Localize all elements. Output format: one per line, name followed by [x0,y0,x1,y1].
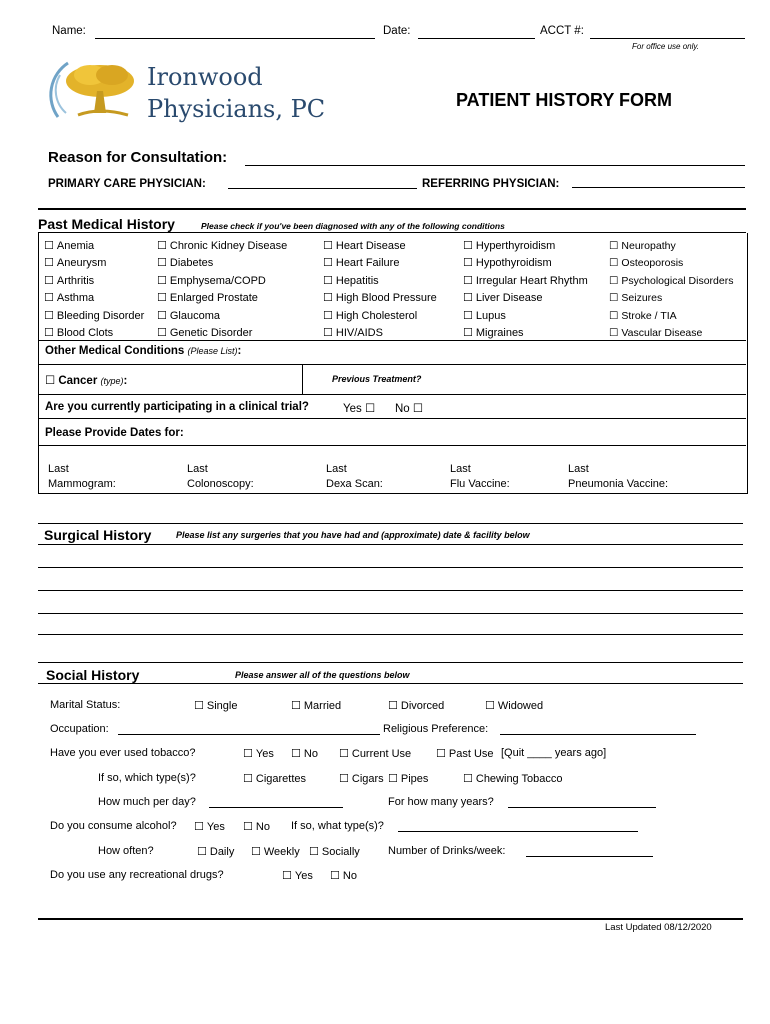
per-day-label: How much per day? [98,796,196,808]
cancer-label[interactable]: ☐ Cancer (type): [45,373,127,387]
marital-married[interactable]: ☐ Married [291,699,341,712]
surgery-line[interactable] [38,590,743,591]
ref-label: REFERRING PHYSICIAN: [422,178,560,190]
religion-label: Religious Preference: [383,723,489,735]
tobacco-current[interactable]: ☐ Current Use [339,747,411,760]
per-day-field[interactable] [209,797,343,808]
pmh-col2 [157,238,287,342]
cond-prostate[interactable]: ☐ Enlarged Prostate [157,290,287,307]
cond-hiv[interactable]: ☐ HIV/AIDS [323,325,437,342]
type-cigars[interactable]: ☐ Cigars [339,772,384,785]
cond-genetic[interactable]: ☐ Genetic Disorder [157,325,287,342]
vaccine-mammogram[interactable]: Last Mammogram: [48,463,116,490]
logo-line1: Ironwood [147,63,263,91]
drugs-yes[interactable]: ☐ Yes [282,869,313,882]
drugs-no[interactable]: ☐ No [330,869,357,882]
drinks-label: Number of Drinks/week: [388,845,506,857]
social-note: Please answer all of the questions below [235,670,410,680]
divider [38,208,746,210]
occupation-label: Occupation: [50,723,109,735]
cond-aneurysm[interactable]: ☐ Aneurysm [44,255,144,272]
alcohol-no[interactable]: ☐ No [243,820,270,833]
cond-arthritis[interactable]: ☐ Arthritis [44,273,144,290]
marital-label: Marital Status: [50,699,121,711]
date-field[interactable] [418,26,535,39]
last-updated: Last Updated 08/12/2020 [605,922,712,933]
tobacco-question: Have you ever used tobacco? [50,747,196,759]
pmh-title: Past Medical History [38,216,175,232]
cond-cholesterol[interactable]: ☐ High Cholesterol [323,308,437,325]
type-pipes[interactable]: ☐ Pipes [388,772,428,785]
cond-seizures[interactable]: ☐ Seizures [609,290,733,307]
cond-asthma[interactable]: ☐ Asthma [44,290,144,307]
name-label: Name: [52,25,86,37]
marital-widowed[interactable]: ☐ Widowed [485,699,543,712]
vaccine-flu[interactable]: Last Flu Vaccine: [450,463,510,490]
cond-stroke[interactable]: ☐ Stroke / TIA [609,308,733,325]
tobacco-past[interactable]: ☐ Past Use [436,747,494,760]
date-label: Date: [383,25,411,37]
cond-migraines[interactable]: ☐ Migraines [463,325,588,342]
trial-no[interactable]: No ☐ [395,403,424,415]
type-cigarettes[interactable]: ☐ Cigarettes [243,772,306,785]
pmh-col4 [463,238,588,342]
how-often-label: How often? [98,845,154,857]
acct-label: ACCT #: [540,25,584,37]
cond-hyperthyroid[interactable]: ☐ Hyperthyroidism [463,238,588,255]
name-field[interactable] [95,26,375,39]
surgical-title: Surgical History [44,527,152,543]
pcp-field[interactable] [228,178,417,189]
occupation-field[interactable] [118,724,380,735]
social-title: Social History [46,667,140,683]
drinks-field[interactable] [526,846,653,857]
logo-line2: Physicians, PC [147,95,326,123]
marital-divorced[interactable]: ☐ Divorced [388,699,444,712]
freq-socially[interactable]: ☐ Socially [309,845,360,858]
quit-years[interactable]: [Quit ____ years ago] [501,747,607,759]
logo [48,55,140,125]
freq-daily[interactable]: ☐ Daily [197,845,234,858]
cond-vascular[interactable]: ☐ Vascular Disease [609,325,733,342]
pmh-col1 [44,238,144,342]
surgery-line[interactable] [38,613,743,614]
cond-osteoporosis[interactable]: ☐ Osteoporosis [609,255,733,272]
dates-label: Please Provide Dates for: [45,427,184,439]
surgical-note: Please list any surgeries that you have had and (approximate) date & facility below [176,530,530,540]
vaccine-dexa[interactable]: Last Dexa Scan: [326,463,383,490]
alcohol-question: Do you consume alcohol? [50,820,177,832]
trial-yes[interactable]: Yes ☐ [343,403,376,415]
cond-blood-clots[interactable]: ☐ Blood Clots [44,325,144,342]
cond-ckd[interactable]: ☐ Chronic Kidney Disease [157,238,287,255]
alcohol-type-field[interactable] [398,821,638,832]
alcohol-yes[interactable]: ☐ Yes [194,820,225,833]
cond-heart-disease[interactable]: ☐ Heart Disease [323,238,437,255]
form-title: PATIENT HISTORY FORM [456,90,673,110]
ref-field[interactable] [572,178,745,188]
cond-irregular[interactable]: ☐ Irregular Heart Rhythm [463,273,588,290]
cond-glaucoma[interactable]: ☐ Glaucoma [157,308,287,325]
reason-field[interactable] [245,152,745,166]
alcohol-type-label: If so, what type(s)? [291,820,384,832]
type-chewing[interactable]: ☐ Chewing Tobacco [463,772,563,785]
pmh-note: Please check if you've been diagnosed with any of the following conditions [201,221,505,231]
prev-treatment-label: Previous Treatment? [332,374,422,384]
cond-copd[interactable]: ☐ Emphysema/COPD [157,273,287,290]
cond-lupus[interactable]: ☐ Lupus [463,308,588,325]
office-note: For office use only. [632,42,699,51]
cond-neuropathy[interactable]: ☐ Neuropathy [609,238,733,255]
tobacco-type-label: If so, which type(s)? [98,772,196,784]
tree-logo-icon [48,55,140,125]
cond-heart-failure[interactable]: ☐ Heart Failure [323,255,437,272]
clinical-trial-question: Are you currently participating in a clinical trial? [45,401,309,413]
cond-diabetes[interactable]: ☐ Diabetes [157,255,287,272]
other-conditions-label: Other Medical Conditions (Please List): [45,345,242,357]
cond-liver[interactable]: ☐ Liver Disease [463,290,588,307]
acct-field[interactable] [590,26,745,39]
cond-hbp[interactable]: ☐ High Blood Pressure [323,290,437,307]
cond-hypothyroid[interactable]: ☐ Hypothyroidism [463,255,588,272]
cond-bleeding[interactable]: ☐ Bleeding Disorder [44,308,144,325]
freq-weekly[interactable]: ☐ Weekly [251,845,300,858]
tobacco-yes[interactable]: ☐ Yes [243,747,274,760]
years-field[interactable] [508,797,656,808]
years-label: For how many years? [388,796,494,808]
vaccine-colonoscopy[interactable]: Last Colonoscopy: [187,463,254,490]
footer-divider [38,918,743,920]
tobacco-no[interactable]: ☐ No [291,747,318,760]
marital-single[interactable]: ☐ Single [194,699,237,712]
cond-psych[interactable]: ☐ Psychological Disorders [609,273,733,290]
drugs-question: Do you use any recreational drugs? [50,869,224,881]
surgery-line[interactable] [38,634,743,635]
cond-anemia[interactable]: ☐ Anemia [44,238,144,255]
pcp-label: PRIMARY CARE PHYSICIAN: [48,178,206,190]
pmh-col3 [323,238,437,342]
vaccine-pneumonia[interactable]: Last Pneumonia Vaccine: [568,463,669,490]
reason-label: Reason for Consultation: [48,149,228,166]
religion-field[interactable] [500,724,696,735]
pmh-col5 [609,238,733,342]
surgery-line[interactable] [38,567,743,568]
cond-hepatitis[interactable]: ☐ Hepatitis [323,273,437,290]
